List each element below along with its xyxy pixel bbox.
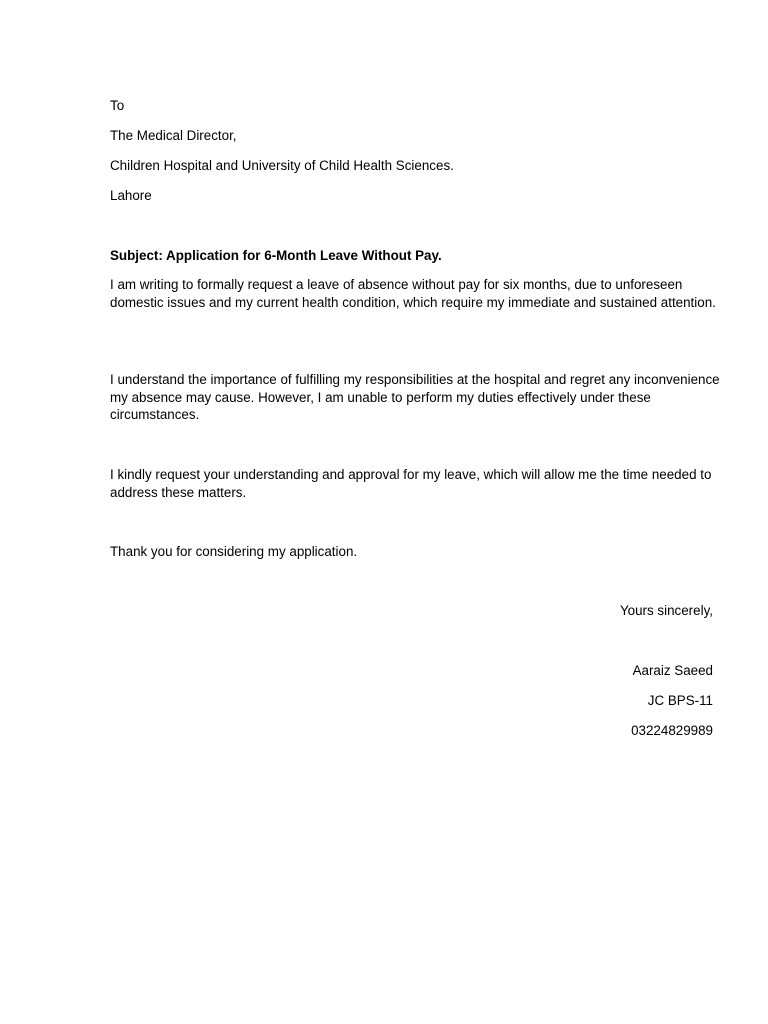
sender-designation: JC BPS-11 (647, 693, 713, 708)
sender-name: Aaraiz Saeed (632, 663, 713, 678)
recipient-city: Lahore (110, 188, 152, 203)
sender-phone: 03224829989 (631, 723, 713, 738)
subject-line: Subject: Application for 6-Month Leave Without Pay. (110, 248, 442, 263)
recipient-organization: Children Hospital and University of Child Health Sciences. (110, 158, 454, 173)
salutation-to: To (110, 98, 125, 113)
body-paragraph-2: I understand the importance of fulfilling my responsibilities at the hospital and regret any inconvenience my absence may cause. However, I am unable to perform my duties effectively under these circumstances. (110, 372, 720, 422)
closing-line: Yours sincerely, (619, 603, 713, 618)
recipient-title: The Medical Director, (110, 128, 237, 143)
body-paragraph-3: I kindly request your understanding and approval for my leave, which will allow me the time needed to address these matters. (110, 467, 712, 500)
body-paragraph-1: I am writing to formally request a leave of absence without pay for six months, due to unforeseen domestic issues and my current health condition, which require my immediate and sustained attention. (110, 277, 716, 310)
body-paragraph-4: Thank you for considering my application. (110, 544, 358, 559)
